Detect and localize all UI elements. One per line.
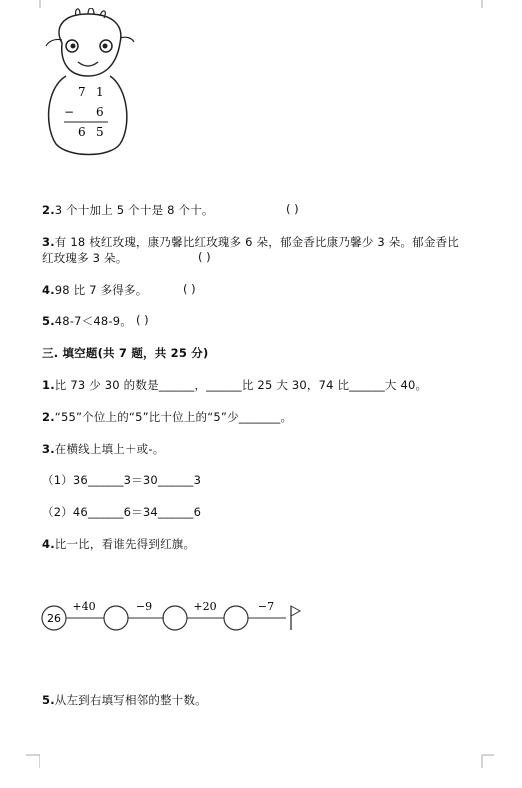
crop-mark-bottom-right [480, 754, 494, 768]
question-text: 在横线上填上＋或-。 [54, 442, 165, 456]
start-number: 26 [47, 612, 61, 625]
number-chain-diagram [38, 598, 308, 638]
red-flag-icon [291, 606, 300, 630]
fill-question-3 [42, 441, 164, 457]
question-5 [42, 313, 132, 329]
question-text: 有 18 枝红玫瑰，康乃馨比红玫瑰多 6 朵，郁金香比康乃馨少 3 朵。郁金香比 [54, 235, 459, 249]
question-number: 1. [42, 378, 55, 392]
minuend-ones: 1 [96, 85, 104, 99]
minus-sign: − [64, 105, 75, 119]
blank-circle-2[interactable] [163, 606, 187, 630]
section-heading: 三. 填空题(共 7 题，共 25 分) [42, 346, 209, 360]
question-number: 5. [42, 314, 55, 328]
crop-mark-top-right [481, 0, 495, 14]
answer-paren-5[interactable]: ( ) [136, 313, 149, 327]
blank-circle-1[interactable] [104, 606, 128, 630]
question-number: 2. [42, 203, 55, 217]
fill-question-1 [42, 377, 427, 393]
question-number: 3. [42, 442, 55, 456]
fill-question-5 [42, 692, 207, 708]
fill-question-2 [42, 409, 292, 425]
minuend-tens: 7 [78, 85, 86, 99]
result-tens: 6 [78, 125, 86, 139]
question-text: 比一比，看谁先得到红旗。 [54, 537, 196, 551]
question-number: 2. [42, 410, 55, 424]
fill-question-3-sub-2: （2）46______6＝34______6 [42, 505, 202, 519]
question-3 [42, 234, 459, 250]
crop-mark-top-left [27, 0, 41, 14]
result-ones: 5 [96, 125, 104, 139]
question-number: 4. [42, 283, 55, 297]
question-number: 5. [42, 693, 55, 707]
fill-question-4 [42, 536, 195, 552]
question-text: 3 个十加上 5 个十是 8 个十。 [54, 203, 214, 217]
question-4 [42, 282, 147, 298]
blank-circle-3[interactable] [224, 606, 248, 630]
answer-paren-4[interactable]: ( ) [183, 282, 196, 296]
question-text: 比 73 少 30 的数是______，______比 25 大 30，74 比______大 40。 [54, 378, 428, 392]
crop-mark-bottom-left [26, 754, 40, 768]
op-4: −7 [257, 600, 275, 613]
op-2: −9 [135, 600, 153, 613]
cartoon-figure [40, 8, 140, 158]
question-text: 48-7＜48-9。 [54, 314, 132, 328]
question-3-line-2: 红玫瑰多 3 朵。 [42, 251, 128, 265]
subtrahend: 6 [96, 105, 104, 119]
question-2 [42, 202, 214, 218]
fill-question-3-sub-1: （1）36______3＝30______3 [42, 473, 202, 487]
question-text: “55”个位上的“5”比十位上的“5”少_______。 [54, 410, 293, 424]
op-3: +20 [193, 600, 217, 613]
answer-paren-2[interactable]: ( ) [286, 202, 299, 216]
question-number: 4. [42, 537, 55, 551]
question-text: 从左到右填写相邻的整十数。 [54, 693, 207, 707]
op-1: +40 [72, 600, 96, 613]
question-number: 3. [42, 235, 55, 249]
answer-paren-3[interactable]: ( ) [198, 250, 211, 264]
question-text: 98 比 7 多得多。 [54, 283, 148, 297]
